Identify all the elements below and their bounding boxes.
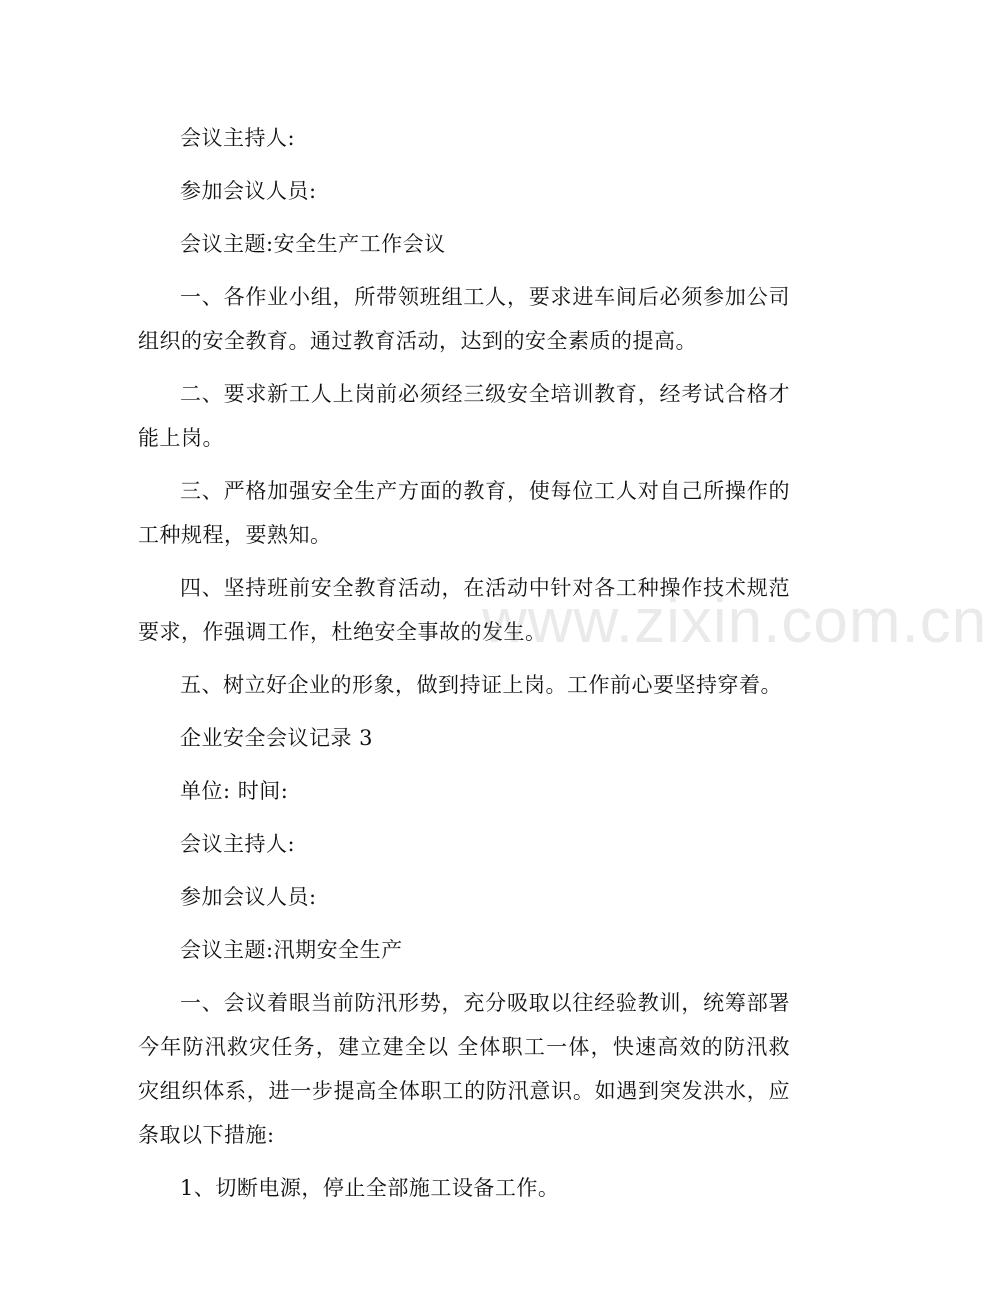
paragraph-host: 会议主持人:: [180, 126, 296, 150]
paragraph-item-4: 四、坚持班前安全教育活动，在活动中针对各工种操作技术规范要求，作强调工作，杜绝安全事故的发生。: [138, 576, 790, 644]
paragraph-item-1: 一、各作业小组，所带领班组工人，要求进车间后必须参加公司组织的安全教育。通过教育活动，达到的安全素质的提高。: [138, 285, 790, 353]
paragraph-unit-time: 单位: 时间:: [180, 779, 289, 803]
paragraph-measure-1: 1、切断电源，停止全部施工设备工作。: [180, 1176, 560, 1200]
paragraph-item-2: 二、要求新工人上岗前必须经三级安全培训教育，经考试合格才能上岗。: [138, 382, 790, 450]
paragraph-host-2: 会议主持人:: [180, 832, 296, 856]
section-heading: 企业安全会议记录 3: [180, 726, 374, 750]
paragraph-topic: 会议主题:安全生产工作会议: [180, 232, 446, 256]
paragraph-item-3: 三、严格加强安全生产方面的教育，使每位工人对自己所操作的工种规程，要熟知。: [138, 479, 790, 547]
paragraph-attendees: 参加会议人员:: [180, 179, 317, 203]
paragraph-flood-item-1: 一、会议着眼当前防汛形势，充分吸取以往经验教训，统筹部署今年防汛救灾任务，建立建全以 全体职工一体，快速高效的防汛救灾组织体系，进一步提高全体职工的防汛意识。如遇到突发洪水，应条取以下措施:: [138, 991, 790, 1147]
paragraph-item-5: 五、树立好企业的形象，做到持证上岗。工作前心要坚持穿着。: [180, 673, 782, 697]
watermark-text: www.zixin.com.cn: [482, 587, 987, 656]
paragraph-topic-2: 会议主题:汛期安全生产: [180, 938, 403, 962]
paragraph-attendees-2: 参加会议人员:: [180, 885, 317, 909]
document-body: [138, 116, 790, 1219]
